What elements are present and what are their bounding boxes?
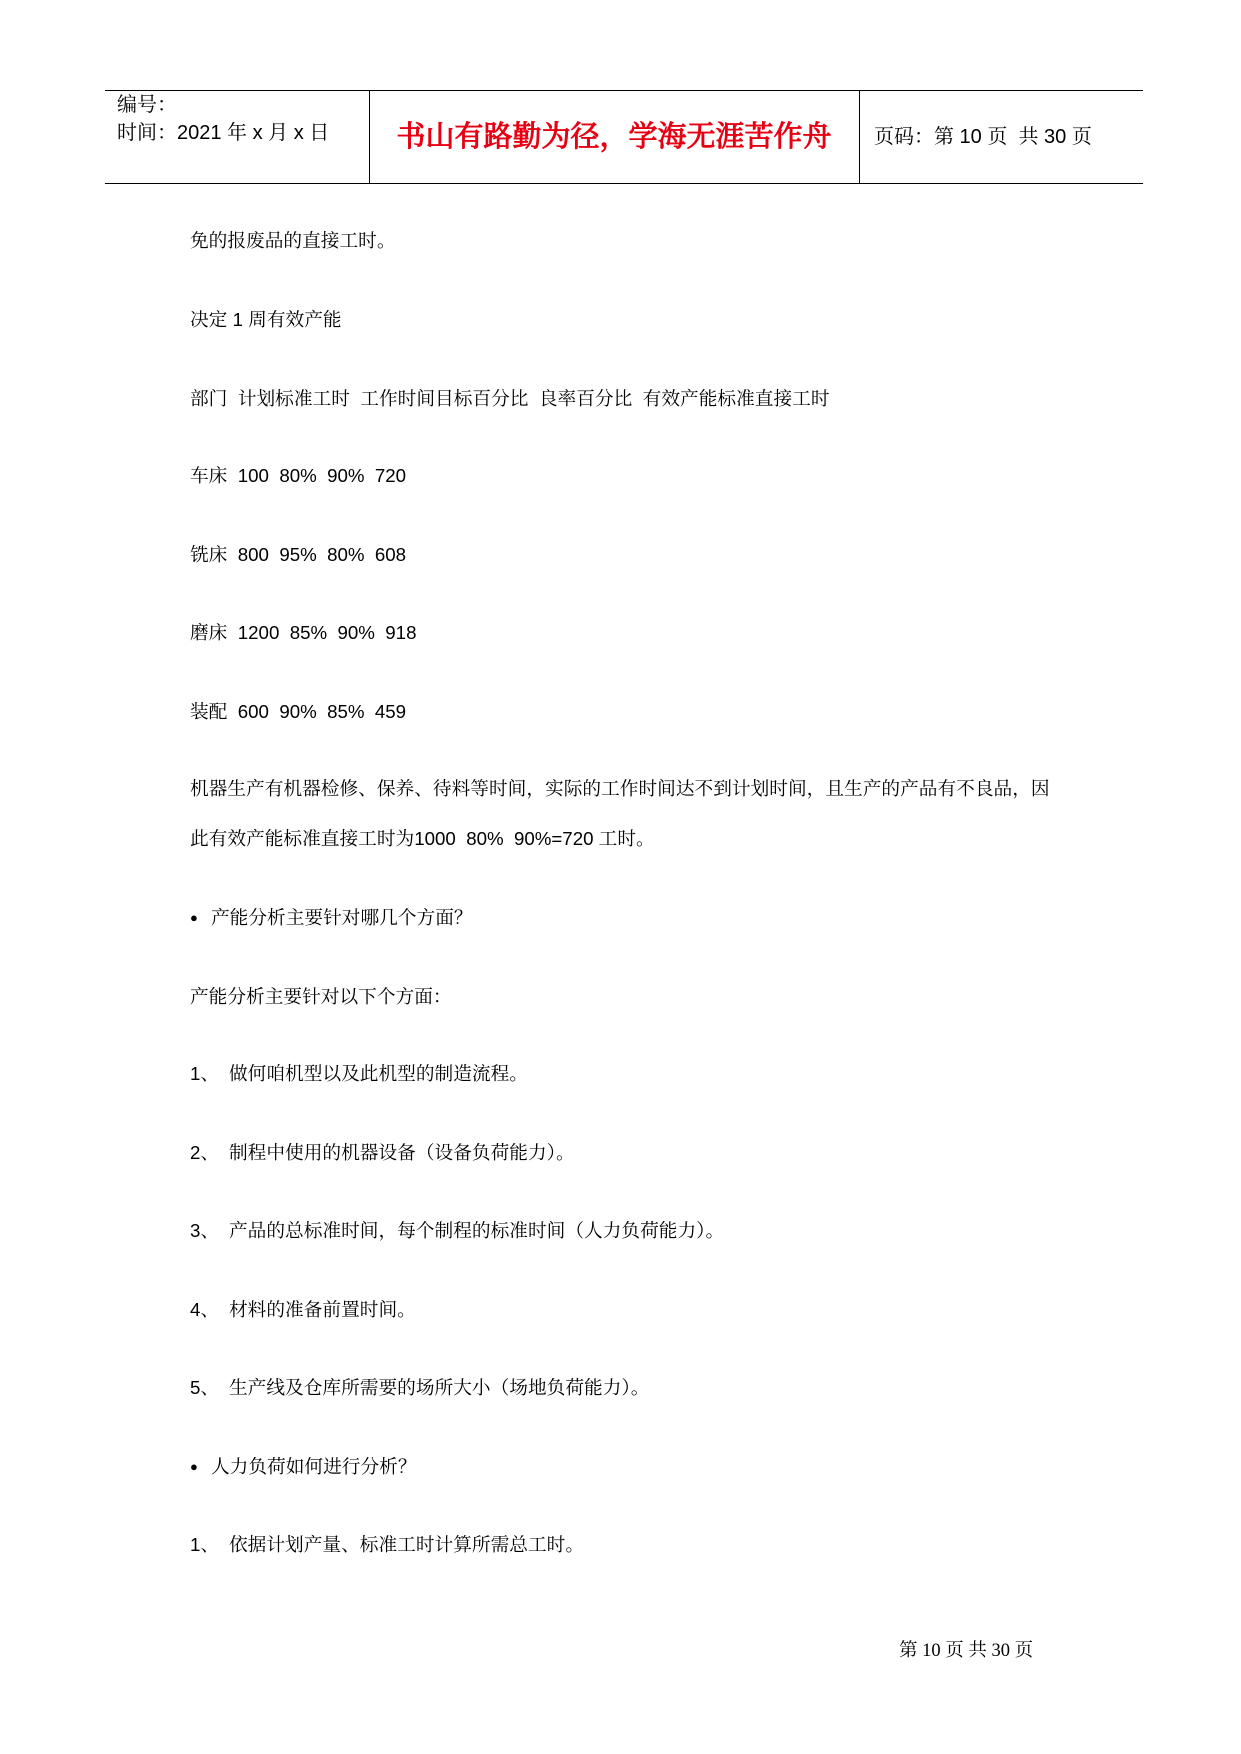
bullet-question xyxy=(190,907,1090,929)
document-number-label: 编号： xyxy=(117,94,177,116)
item-number: 4、 xyxy=(190,1299,220,1320)
paragraph-line xyxy=(190,778,1090,800)
table-row-text: 铣床 800 95% 80% 608 xyxy=(190,544,407,565)
table-row xyxy=(190,465,1090,487)
item-text: 做何咱机型以及此机型的制造流程。 xyxy=(229,1063,528,1084)
item-text: 生产线及仓库所需要的场所大小（场地负荷能力）。 xyxy=(229,1377,650,1398)
table-row xyxy=(190,701,1090,723)
numbered-item xyxy=(190,1299,1090,1321)
bullet-question-text: 产能分析主要针对哪几个方面？ xyxy=(211,907,473,928)
item-text: 产品的总标准时间，每个制程的标准时间（人力负荷能力）。 xyxy=(229,1220,725,1241)
paragraph-line xyxy=(190,986,1090,1008)
numbered-item xyxy=(190,1220,1090,1242)
header-divider-right xyxy=(859,90,860,183)
paragraph-line xyxy=(190,828,1090,850)
bullet-question-text: 人力负荷如何进行分析？ xyxy=(211,1456,417,1477)
numbered-item xyxy=(190,1377,1090,1399)
table-header-row xyxy=(190,388,1090,410)
table-row-text: 磨床 1200 85% 90% 918 xyxy=(190,622,417,643)
numbered-item xyxy=(190,1534,1090,1556)
bullet-icon: ● xyxy=(190,1459,198,1474)
table-row xyxy=(190,622,1090,644)
numbered-item xyxy=(190,1063,1090,1085)
item-text: 依据计划产量、标准工时计算所需总工时。 xyxy=(229,1534,585,1555)
header-top-rule xyxy=(105,90,1143,91)
section-heading xyxy=(190,309,1090,331)
item-text: 制程中使用的机器设备（设备负荷能力）。 xyxy=(229,1142,575,1163)
item-number: 5、 xyxy=(190,1377,220,1398)
item-number: 1、 xyxy=(190,1534,220,1555)
table-header-text: 部门 计划标准工时 工作时间目标百分比 良率百分比 有效产能标准直接工时 xyxy=(190,388,830,409)
table-row xyxy=(190,544,1090,566)
item-number: 2、 xyxy=(190,1142,220,1163)
table-row-text: 车床 100 80% 90% 720 xyxy=(190,465,407,486)
paragraph-text: 此有效产能标准直接工时为1000 80% 90%=720 工时。 xyxy=(190,828,655,849)
document-time-label: 时间：2021 年 x 月 x 日 xyxy=(117,122,330,144)
item-number: 3、 xyxy=(190,1220,220,1241)
item-number: 1、 xyxy=(190,1063,220,1084)
section-heading-text: 决定 1 周有效产能 xyxy=(190,309,342,330)
header-bottom-rule xyxy=(105,183,1143,184)
bullet-icon: ● xyxy=(190,910,198,925)
paragraph-text: 产能分析主要针对以下个方面： xyxy=(190,986,452,1007)
bullet-question xyxy=(190,1456,1090,1478)
numbered-item xyxy=(190,1142,1090,1164)
page-footer-number: 第 10 页 共 30 页 xyxy=(899,1641,1034,1661)
item-text: 材料的准备前置时间。 xyxy=(229,1299,416,1320)
table-row-text: 装配 600 90% 85% 459 xyxy=(190,701,407,722)
paragraph-line xyxy=(190,230,1090,252)
paragraph-text: 机器生产有机器检修、保养、待料等时间，实际的工作时间达不到计划时间，且生产的产品有不良品，因 xyxy=(190,778,1050,799)
header-slogan: 书山有路勤为径，学海无涯苦作舟 xyxy=(396,121,832,153)
header-page-label: 页码：第 10 页 共 30 页 xyxy=(874,126,1092,148)
paragraph-text: 免的报废品的直接工时。 xyxy=(190,230,396,251)
